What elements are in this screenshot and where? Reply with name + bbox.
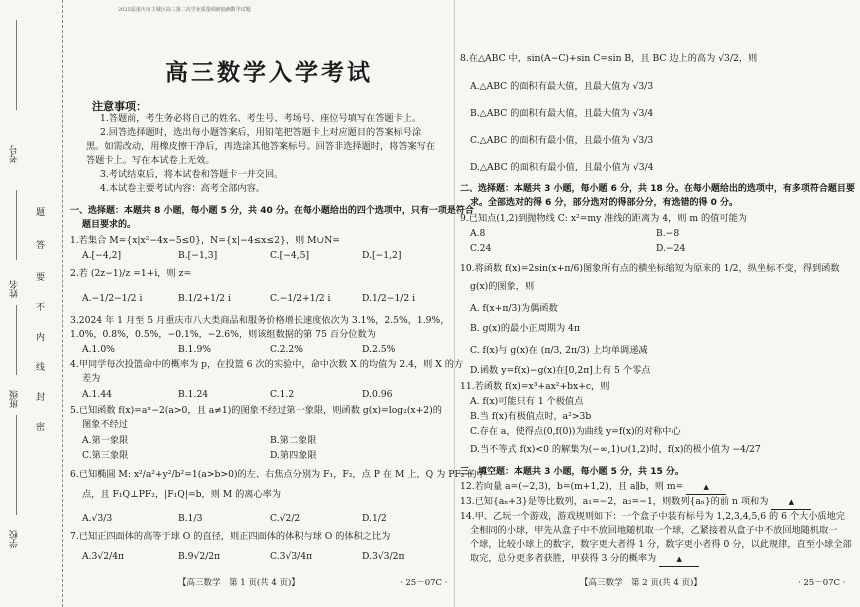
q1-option-b: B.[−1,3] — [178, 250, 218, 261]
notice-item: 黑。如需改动，用橡皮擦干净后，再选涂其他答案标号。回答非选择题时，将答案写在 — [86, 141, 436, 152]
q7-stem: 7.已知正四面体的高等于球 O 的直径，则正四面体的体积与球 O 的体积之比为 — [70, 531, 391, 542]
seal-char: 密 — [36, 423, 46, 433]
q14-line: 全相同的小球，甲先从盒子中不放回地随机取一个球，乙紧接着从盒子中不放回地随机取一 — [470, 525, 838, 536]
q11-option-d: D.当不等式 f(x)<0 的解集为(−∞,1)∪(1,2)时，f(x)的极小值为 −4/27 — [470, 444, 761, 455]
q11-stem: 11.若函数 f(x)=x³+ax²+bx+c，则 — [460, 381, 610, 392]
notice-item: 4.本试卷主要考试内容：高考全部内容。 — [100, 183, 265, 194]
q5-option-b: B.第二象限 — [270, 435, 317, 446]
footer-left-label: 【高三数学 第 1 页(共 4 页)】 — [178, 578, 300, 588]
section3-heading: 三、填空题：本题共 3 小题，每小题 5 分，共 15 分。 — [460, 467, 684, 477]
footer-right-label: 【高三数学 第 2 页(共 4 页)】 — [580, 578, 702, 588]
q1-option-a: A.[−4,2] — [82, 250, 122, 261]
q11-option-b: B.当 f(x)有极值点时，a²>3b — [470, 411, 592, 422]
q3-line: 1.0%，0.8%，0.5%，−0.1%，−2.6%，则该组数据的第 75 百分位数为 — [70, 329, 376, 340]
q14-text: 取完，总分更多者获胜，甲获得 3 分的概率为 — [470, 553, 657, 564]
binding-line — [16, 415, 17, 515]
q1-stem: 1.若集合 M={x|x²−4x−5≤0}，N={x|−4≤x≤2}，则 M∪N= — [70, 235, 340, 246]
seal-char: 要 — [36, 273, 46, 283]
q4-option-c: C.1.2 — [270, 389, 295, 400]
q4-option-a: A.1.44 — [82, 389, 113, 400]
q7-option-d: D.3√3/2π — [362, 551, 405, 562]
q4-line: 差为 — [82, 373, 101, 384]
q8-stem: 8.在△ABC 中，sin(A−C)+sin C=sin B，且 BC 边上的高为 √3/2，则 — [460, 53, 758, 64]
section1-heading-cont: 题目要求的。 — [82, 220, 137, 230]
q2-option-d: D.1/2−1/2 i — [362, 293, 416, 304]
q9-option-a: A.8 — [470, 228, 486, 239]
q9-option-d: D.−24 — [656, 243, 686, 254]
page-divider — [454, 0, 455, 607]
q8-option-a: A.△ABC 的面积有最大值，且最大值为 √3/3 — [470, 81, 654, 92]
section2-heading-cont: 求。全部选对的得 6 分，部分选对的得部分分，有选错的得 0 分。 — [470, 198, 739, 208]
q5-option-a: A.第一象限 — [82, 435, 129, 446]
school-label: 学校 — [10, 530, 20, 548]
q9-stem: 9.已知点(1,2)到抛物线 C: x²=my 准线的距离为 4，则 m 的值可能为 — [460, 213, 747, 224]
q9-option-b: B.−8 — [656, 228, 680, 239]
page-title: 高三数学入学考试 — [165, 60, 373, 86]
notice-item: 1.答题前，考生务必将自己的姓名、考生号、考场号、座位号填写在答题卡上。 — [100, 113, 422, 124]
notice-title: 注意事项： — [92, 100, 147, 113]
q10-option-d: D.函数 y=f(x)−g(x)在[0,2π]上有 5 个零点 — [470, 365, 651, 376]
q13-stem — [460, 495, 811, 510]
section2-heading: 二、选择题：本题共 3 小题，每小题 6 分，共 18 分。在每小题给出的选项中，有多项符合题目要 — [460, 184, 855, 194]
q7-option-a: A.3√2/4π — [82, 551, 125, 562]
q4-option-b: B.1.24 — [178, 389, 209, 400]
class-label: 班级 — [10, 390, 20, 408]
q5-line: 图象不经过 — [82, 419, 128, 430]
binding-line — [16, 190, 17, 260]
footer-right-code: · 25－07C · — [798, 578, 846, 588]
seal-char: 内 — [36, 333, 46, 343]
q3-line: 3.2024 年 1 月至 5 月重庆市八大类商品和服务价格增长速度依次为 3.1%，2.5%，1.9%， — [70, 315, 450, 326]
q2-option-a: A.−1/2−1/2 i — [82, 293, 143, 304]
q11-option-a: A. f(x)可能只有 1 个极值点 — [470, 396, 584, 407]
q11-option-c: C.存在 a，使得点(0,f(0))为曲线 y=f(x)的对称中心 — [470, 426, 681, 437]
header-small-text: 2025届重庆市主城区高三第二次学业质量调研抽测数学试题 — [118, 7, 251, 13]
q2-option-c: C.−1/2+1/2 i — [270, 293, 331, 304]
notice-item: 答题卡上。写在本试卷上无效。 — [86, 155, 215, 166]
q8-option-b: B.△ABC 的面积有最大值，且最大值为 √3/4 — [470, 108, 654, 119]
q3-option-d: D.2.5% — [362, 344, 396, 355]
q4-line: 4.甲同学每次投篮命中的概率为 p，在投篮 6 次的实验中，命中次数 X 的均值为 2.4，则 X 的方 — [70, 359, 464, 370]
q14-line: 个球，比较小球上的数字，数字更大者得 1 分，数字更小者得 0 分，以此规律，直至小球全部 — [470, 539, 852, 550]
q2-stem: 2.若 (2z−1)/z =1+i，则 z= — [70, 268, 192, 279]
q10-option-b: B. g(x)的最小正周期为 4π — [470, 323, 580, 334]
q13-answer-blank: ▲ — [771, 495, 811, 510]
q8-option-d: D.△ABC 的面积有最小值，且最小值为 √3/4 — [470, 162, 654, 173]
notice-item: 3.考试结束后，将本试卷和答题卡一并交回。 — [100, 169, 284, 180]
seal-char: 答 — [36, 241, 46, 251]
q12-text: 12.若向量 a=(−2,3)，b=(m+1,2)，且 a∥b，则 m= — [460, 481, 684, 492]
q3-option-b: B.1.9% — [178, 344, 212, 355]
q3-option-c: C.2.2% — [270, 344, 303, 355]
q5-line: 5.已知函数 f(x)=aˣ−2(a>0，且 a≠1)的图象不经过第一象限，则函数 g(x)=log₂(x+2)的 — [70, 405, 442, 416]
q14-line — [470, 552, 699, 567]
name-label: 姓名 — [10, 280, 20, 298]
q6-option-d: D.1/2 — [362, 513, 387, 524]
q5-option-c: C.第三象限 — [82, 450, 129, 461]
binding-margin — [0, 0, 63, 607]
q6-option-c: C.√2/2 — [270, 513, 301, 524]
q5-option-d: D.第四象限 — [270, 450, 317, 461]
q10-option-c: C. f(x)与 g(x)在 (π/3, 2π/3) 上均单调递减 — [470, 345, 648, 356]
q14-answer-blank: ▲ — [659, 552, 699, 567]
seal-char: 封 — [36, 393, 46, 403]
q12-stem — [460, 480, 726, 495]
q6-line: 点，且 F₁Q⊥PF₂，|F₁Q|=b，则 M 的离心率为 — [82, 489, 282, 500]
footer-left-code: · 25－07C · — [400, 578, 448, 588]
q1-option-d: D.[−1,2] — [362, 250, 402, 261]
q9-option-c: C.24 — [470, 243, 492, 254]
q2-option-b: B.1/2+1/2 i — [178, 293, 231, 304]
q3-option-a: A.1.0% — [82, 344, 115, 355]
exam-no-label: 考号 — [10, 145, 20, 163]
q12-answer-blank: ▲ — [686, 480, 726, 495]
q7-option-b: B.9√2/2π — [178, 551, 221, 562]
section1-heading: 一、选择题：本题共 8 小题，每小题 5 分，共 40 分。在每小题给出的四个选项中，只有一项是符合 — [70, 206, 474, 216]
q7-option-c: C.3√3/4π — [270, 551, 313, 562]
q10-option-a: A. f(x+π/3)为偶函数 — [470, 303, 558, 314]
seal-char: 不 — [36, 303, 46, 313]
q14-line: 14.甲、乙玩一个游戏，游戏规则如下：一个盒子中装有标号为 1,2,3,4,5,6 的 6 个大小质地完 — [460, 511, 845, 522]
notice-item: 2.回答选择题时，选出每小题答案后，用铅笔把答题卡上对应题目的答案标号涂 — [100, 127, 422, 138]
binding-line — [16, 305, 17, 375]
q4-option-d: D.0.96 — [362, 389, 393, 400]
q8-option-c: C.△ABC 的面积有最小值，且最小值为 √3/3 — [470, 135, 654, 146]
q6-line: 6.已知椭圆 M: x²/a²+y²/b²=1(a>b>0)的左、右焦点分别为 F₁，F₂，点 P 在 M 上，Q 为 PF₂ 的中 — [70, 469, 486, 480]
q6-option-b: B.1/3 — [178, 513, 203, 524]
q10-line: g(x)的图象，则 — [470, 281, 535, 292]
seal-char: 线 — [36, 363, 46, 373]
q6-option-a: A.√3/3 — [82, 513, 113, 524]
q1-option-c: C.[−4,5] — [270, 250, 310, 261]
binding-line — [16, 20, 17, 110]
seal-char: 题 — [36, 208, 46, 218]
q10-line: 10.将函数 f(x)=2sin(x+π/6)图象所有点的横坐标缩短为原来的 1/2，纵坐标不变，得到函数 — [460, 263, 840, 274]
q13-text: 13.已知{aₙ+3}是等比数列，a₁=−2，a₂=−1，则数列{aₙ}的前 n 项和为 — [460, 496, 769, 507]
